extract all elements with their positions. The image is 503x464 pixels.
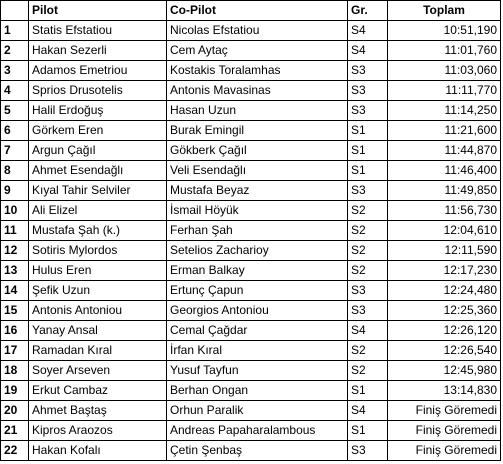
copilot-name: Mustafa Beyaz xyxy=(167,181,348,201)
total-time: 12:26,120 xyxy=(388,321,501,341)
total-time: 12:26,540 xyxy=(388,341,501,361)
row-number: 17 xyxy=(1,341,29,361)
header-copilot: Co-Pilot xyxy=(167,1,348,21)
table-row xyxy=(1,161,501,181)
copilot-name: Çetin Şenbaş xyxy=(167,441,348,461)
table-row xyxy=(1,241,501,261)
pilot-name: Halil Erdoğuş xyxy=(29,101,167,121)
row-number: 9 xyxy=(1,181,29,201)
row-number: 12 xyxy=(1,241,29,261)
copilot-name: Orhun Paralik xyxy=(167,401,348,421)
row-number: 16 xyxy=(1,321,29,341)
table-row xyxy=(1,101,501,121)
row-number: 10 xyxy=(1,201,29,221)
copilot-name: Setelios Zacharioy xyxy=(167,241,348,261)
row-number: 6 xyxy=(1,121,29,141)
row-number: 11 xyxy=(1,221,29,241)
total-time: 11:03,060 xyxy=(388,61,501,81)
row-number: 1 xyxy=(1,21,29,41)
copilot-name: Cemal Çağdar xyxy=(167,321,348,341)
group-class: S4 xyxy=(348,401,388,421)
group-class: S3 xyxy=(348,301,388,321)
group-class: S1 xyxy=(348,421,388,441)
total-time: Finiş Göremedi xyxy=(388,441,501,461)
copilot-name: Andreas Papaharalambous xyxy=(167,421,348,441)
copilot-name: Georgios Antoniou xyxy=(167,301,348,321)
copilot-name: Nicolas Efstatiou xyxy=(167,21,348,41)
table-row xyxy=(1,21,501,41)
group-class: S4 xyxy=(348,41,388,61)
pilot-name: Ahmet Esendağlı xyxy=(29,161,167,181)
group-class: S4 xyxy=(348,21,388,41)
group-class: S2 xyxy=(348,361,388,381)
pilot-name: Erkut Cambaz xyxy=(29,381,167,401)
table-row xyxy=(1,41,501,61)
pilot-name: Hakan Sezerli xyxy=(29,41,167,61)
row-number: 19 xyxy=(1,381,29,401)
copilot-name: Kostakis Toralamhas xyxy=(167,61,348,81)
pilot-name: Argun Çağıl xyxy=(29,141,167,161)
row-number: 4 xyxy=(1,81,29,101)
table-row xyxy=(1,421,501,441)
table-row xyxy=(1,81,501,101)
copilot-name: Berhan Ongan xyxy=(167,381,348,401)
table-row xyxy=(1,261,501,281)
group-class: S2 xyxy=(348,241,388,261)
copilot-name: İsmail Höyük xyxy=(167,201,348,221)
group-class: S2 xyxy=(348,261,388,281)
pilot-name: Kıyal Tahir Selviler xyxy=(29,181,167,201)
total-time: 10:51,190 xyxy=(388,21,501,41)
pilot-name: Yanay Ansal xyxy=(29,321,167,341)
total-time: 11:46,400 xyxy=(388,161,501,181)
table-row xyxy=(1,401,501,421)
group-class: S1 xyxy=(348,381,388,401)
pilot-name: Hulus Eren xyxy=(29,261,167,281)
total-time: 12:11,590 xyxy=(388,241,501,261)
pilot-name: Ramadan Kıral xyxy=(29,341,167,361)
table-row xyxy=(1,341,501,361)
row-number: 22 xyxy=(1,441,29,461)
copilot-name: Antonis Mavasinas xyxy=(167,81,348,101)
pilot-name: Ahmet Baştaş xyxy=(29,401,167,421)
row-number: 21 xyxy=(1,421,29,441)
table-row xyxy=(1,121,501,141)
total-time: 12:04,610 xyxy=(388,221,501,241)
table-row xyxy=(1,441,501,461)
pilot-name: Görkem Eren xyxy=(29,121,167,141)
total-time: 11:21,600 xyxy=(388,121,501,141)
header-number xyxy=(1,1,29,21)
pilot-name: Adamos Emetriou xyxy=(29,61,167,81)
total-time: 11:01,760 xyxy=(388,41,501,61)
total-time: 11:11,770 xyxy=(388,81,501,101)
table-row xyxy=(1,141,501,161)
group-class: S2 xyxy=(348,221,388,241)
group-class: S1 xyxy=(348,161,388,181)
copilot-name: Yusuf Tayfun xyxy=(167,361,348,381)
results-body xyxy=(1,21,501,461)
total-time: 12:45,980 xyxy=(388,361,501,381)
total-time: 11:56,730 xyxy=(388,201,501,221)
copilot-name: Erman Balkay xyxy=(167,261,348,281)
row-number: 18 xyxy=(1,361,29,381)
group-class: S3 xyxy=(348,101,388,121)
row-number: 20 xyxy=(1,401,29,421)
copilot-name: Veli Esendağlı xyxy=(167,161,348,181)
table-row xyxy=(1,301,501,321)
copilot-name: Burak Emingil xyxy=(167,121,348,141)
table-row xyxy=(1,221,501,241)
total-time: Finiş Göremedi xyxy=(388,421,501,441)
pilot-name: Soyer Arseven xyxy=(29,361,167,381)
row-number: 13 xyxy=(1,261,29,281)
total-time: Finiş Göremedi xyxy=(388,401,501,421)
group-class: S2 xyxy=(348,341,388,361)
pilot-name: Kipros Araozos xyxy=(29,421,167,441)
header-pilot: Pilot xyxy=(29,1,167,21)
total-time: 11:44,870 xyxy=(388,141,501,161)
table-row xyxy=(1,61,501,81)
group-class: S3 xyxy=(348,281,388,301)
group-class: S1 xyxy=(348,121,388,141)
row-number: 5 xyxy=(1,101,29,121)
table-row xyxy=(1,321,501,341)
total-time: 12:24,480 xyxy=(388,281,501,301)
header-row xyxy=(1,1,501,21)
total-time: 12:17,230 xyxy=(388,261,501,281)
copilot-name: İrfan Kıral xyxy=(167,341,348,361)
group-class: S2 xyxy=(348,201,388,221)
row-number: 14 xyxy=(1,281,29,301)
pilot-name: Sprios Drusotelis xyxy=(29,81,167,101)
table-row xyxy=(1,281,501,301)
pilot-name: Antonis Antoniou xyxy=(29,301,167,321)
header-total: Toplam xyxy=(388,1,501,21)
group-class: S3 xyxy=(348,441,388,461)
row-number: 2 xyxy=(1,41,29,61)
table-row xyxy=(1,201,501,221)
pilot-name: Hakan Kofalı xyxy=(29,441,167,461)
total-time: 13:14,830 xyxy=(388,381,501,401)
pilot-name: Ali Elizel xyxy=(29,201,167,221)
group-class: S4 xyxy=(348,321,388,341)
table-row xyxy=(1,361,501,381)
table-row xyxy=(1,381,501,401)
pilot-name: Mustafa Şah (k.) xyxy=(29,221,167,241)
table-row xyxy=(1,181,501,201)
pilot-name: Sotiris Mylordos xyxy=(29,241,167,261)
copilot-name: Cem Aytaç xyxy=(167,41,348,61)
group-class: S1 xyxy=(348,141,388,161)
total-time: 12:25,360 xyxy=(388,301,501,321)
pilot-name: Statis Efstatiou xyxy=(29,21,167,41)
copilot-name: Ferhan Şah xyxy=(167,221,348,241)
group-class: S3 xyxy=(348,81,388,101)
row-number: 8 xyxy=(1,161,29,181)
total-time: 11:49,850 xyxy=(388,181,501,201)
group-class: S3 xyxy=(348,61,388,81)
copilot-name: Hasan Uzun xyxy=(167,101,348,121)
pilot-name: Şefik Uzun xyxy=(29,281,167,301)
group-class: S3 xyxy=(348,181,388,201)
row-number: 3 xyxy=(1,61,29,81)
row-number: 7 xyxy=(1,141,29,161)
header-group: Gr. xyxy=(348,1,388,21)
row-number: 15 xyxy=(1,301,29,321)
copilot-name: Gökberk Çağıl xyxy=(167,141,348,161)
copilot-name: Ertunç Çapun xyxy=(167,281,348,301)
total-time: 11:14,250 xyxy=(388,101,501,121)
